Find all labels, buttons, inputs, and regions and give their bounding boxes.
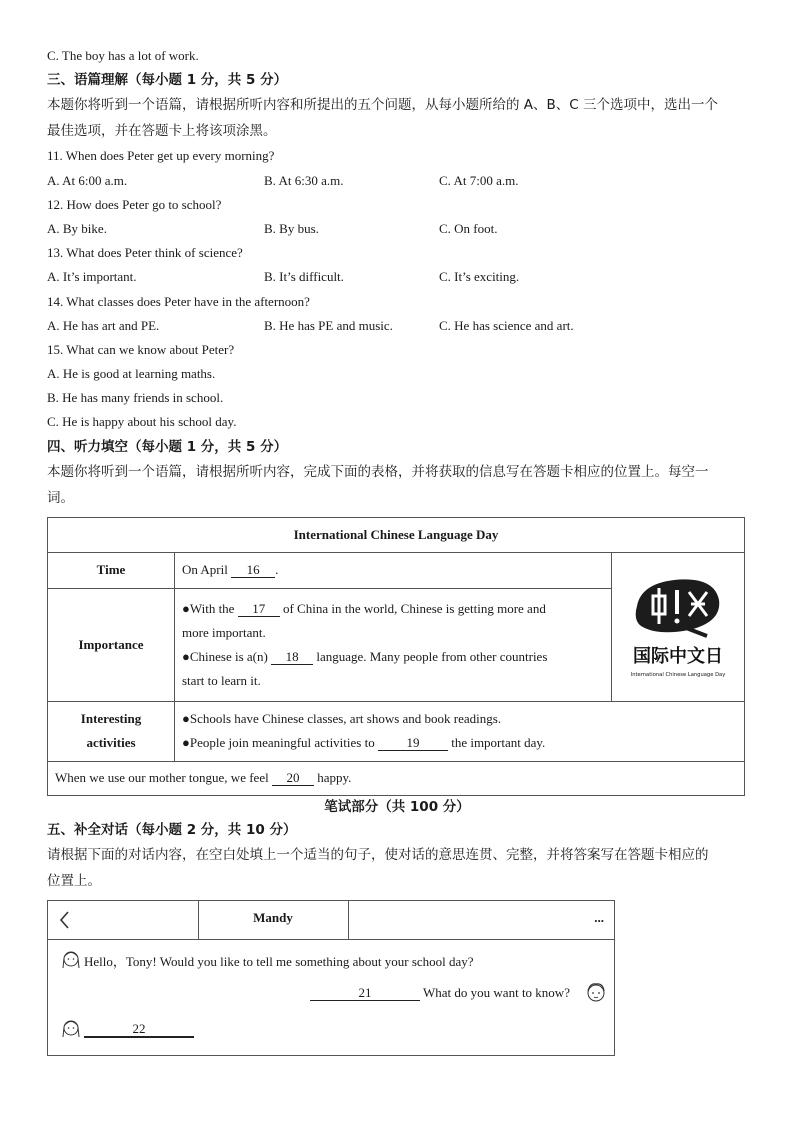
option-b[interactable]: B. At 6:30 a.m. — [264, 172, 344, 188]
question-11 — [47, 144, 747, 192]
table-footer: When we use our mother tongue, we feel 20 happy. — [48, 761, 745, 795]
question-options — [47, 169, 747, 193]
option-a[interactable]: A. At 6:00 a.m. — [47, 172, 128, 188]
exam-page — [47, 44, 747, 1056]
blank-18[interactable]: 18 — [271, 649, 313, 665]
option-a[interactable]: A. By bike. — [47, 220, 107, 236]
question-14 — [47, 290, 747, 338]
more-icon: ... — [594, 910, 604, 925]
chat-message-2: 21 What do you want to know? — [310, 985, 570, 1001]
option-c[interactable]: C. He is happy about his school day. — [47, 414, 237, 430]
back-button[interactable] — [48, 901, 199, 939]
importance-label: Importance — [48, 588, 175, 701]
girl-avatar-icon — [61, 1017, 81, 1039]
question-15 — [47, 338, 747, 435]
chevron-left-icon — [58, 910, 72, 930]
logo-subtext: International Chinese Language Day — [630, 671, 726, 678]
question-text: 14. What classes does Peter have in the afternoon? — [47, 293, 310, 309]
section3-instruction: 本题你将听到一个语篇，请根据所听内容和所提出的五个问题，从每小题所给的 A、B、C 三个选项中，选出一个 最佳选项，并在答题卡上将该项涂黑。 — [47, 97, 719, 140]
question-text: 15. What can we know about Peter? — [47, 341, 235, 357]
section4-instruction: 本题你将听到一个语篇，请根据所听内容，完成下面的表格，并将获取的信息写在答题卡相应的位置上。每空一 词。 — [47, 463, 709, 506]
question-12 — [47, 193, 747, 241]
question-text: 13. What does Peter think of science? — [47, 245, 243, 261]
question-text: 12. How does Peter go to school? — [47, 196, 222, 212]
activities-label: Interesting activities — [48, 701, 175, 761]
logo-text: 国际中文日 — [633, 645, 723, 667]
section5-instruction: 请根据下面的对话内容，在空白处填上一个适当的句子，使对话的意思连贯、完整，并将答案写在答题卡相应的 位置上。 — [47, 847, 709, 889]
blank-17[interactable]: 17 — [238, 601, 280, 617]
question-options — [47, 217, 747, 241]
table-title: International Chinese Language Day — [48, 517, 745, 552]
activities-cell: ●Schools have Chinese classes, art shows and book readings. ●People join meaningful activities to 19 the important day. — [175, 701, 745, 761]
option-c[interactable]: C. It’s exciting. — [439, 269, 520, 285]
blank-16[interactable]: 16 — [231, 562, 275, 578]
importance-cell: ●With the 17 of China in the world, Chinese is getting more and more important. ●Chinese is a(n) 18 language. Many people from other countries start to learn it. — [175, 588, 612, 701]
chat-message-1: Hello，Tony! Would you like to tell me something about your school day? — [84, 954, 474, 969]
info-table — [47, 517, 745, 796]
previous-option: C. The boy has a lot of work. — [47, 48, 199, 63]
option-c[interactable]: C. On foot. — [439, 220, 498, 236]
chat-message-3 — [84, 1021, 194, 1038]
blank-19[interactable]: 19 — [378, 735, 448, 751]
chinese-language-day-logo — [619, 566, 737, 684]
question-13 — [47, 241, 747, 289]
option-b[interactable]: B. It’s difficult. — [264, 269, 344, 285]
written-part-title: 笔试部分（共 100 分） — [324, 798, 470, 815]
option-c[interactable]: C. At 7:00 a.m. — [439, 172, 519, 188]
blank-20[interactable]: 20 — [272, 770, 314, 786]
option-b[interactable]: B. He has PE and music. — [264, 317, 393, 333]
section5-heading: 五、补全对话（每小题 2 分，共 10 分） — [47, 821, 297, 838]
logo-cell — [612, 552, 745, 701]
chat-window — [47, 900, 615, 1056]
option-a[interactable]: A. It’s important. — [47, 269, 137, 285]
chat-contact-name: Mandy — [198, 901, 349, 939]
question-options — [47, 314, 747, 338]
question-options — [47, 265, 747, 289]
chat-header — [48, 901, 614, 940]
option-b[interactable]: B. By bus. — [264, 220, 319, 236]
time-cell: On April 16 . — [175, 552, 612, 588]
option-a[interactable]: A. He is good at learning maths. — [47, 366, 216, 382]
more-button[interactable] — [349, 901, 614, 939]
option-c[interactable]: C. He has science and art. — [439, 317, 574, 333]
boy-avatar-icon — [585, 980, 607, 1006]
blank-22[interactable]: 22 — [84, 1021, 194, 1038]
blank-21[interactable]: 21 — [310, 985, 420, 1001]
question-text: 11. When does Peter get up every morning? — [47, 148, 275, 164]
section4-heading: 四、听力填空（每小题 1 分，共 5 分） — [47, 438, 288, 455]
time-label: Time — [48, 552, 175, 588]
option-b[interactable]: B. He has many friends in school. — [47, 390, 224, 406]
section3-heading: 三、语篇理解（每小题 1 分，共 5 分） — [47, 72, 288, 89]
option-a[interactable]: A. He has art and PE. — [47, 317, 160, 333]
girl-avatar-icon — [61, 948, 81, 970]
